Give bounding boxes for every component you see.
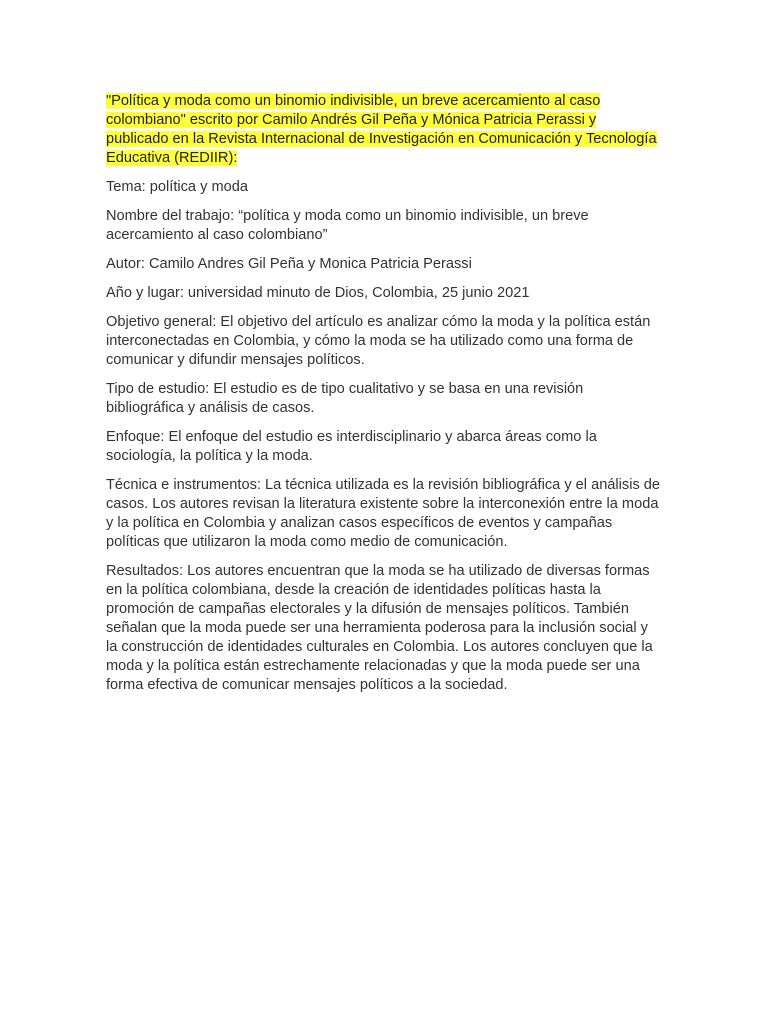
- approach-paragraph: Enfoque: El enfoque del estudio es interdisciplinario y abarca áreas como la sociología, la política y la moda.: [106, 429, 597, 464]
- year-place-paragraph: Año y lugar: universidad minuto de Dios, Colombia, 25 junio 2021: [106, 285, 530, 301]
- citation-paragraph: [106, 92, 662, 168]
- highlighted-citation: "Política y moda como un binomio indivisible, un breve acercamiento al caso colombiano" escrito por Camilo Andrés Gil Peña y Mónica Patricia Perassi y publicado en la Revista Internacional de Investigación en Comunicación y Tecnología Educativa (REDIIR):: [106, 93, 657, 166]
- results-paragraph: Resultados: Los autores encuentran que la moda se ha utilizado de diversas formas en la política colombiana, desde la creación de identidades políticas hasta la promoción de campañas electorales y la difusión de mensajes políticos. También señalan que la moda puede ser una herramienta poderosa para la inclusión social y la construcción de identidades culturales en Colombia. Los autores concluyen que la moda y la política están estrechamente relacionadas y que la moda puede ser una forma efectiva de comunicar mensajes políticos a la sociedad.: [106, 563, 653, 693]
- topic-paragraph: Tema: política y moda: [106, 179, 248, 195]
- author-paragraph: Autor: Camilo Andres Gil Peña y Monica Patricia Perassi: [106, 256, 472, 272]
- objective-paragraph: Objetivo general: El objetivo del artículo es analizar cómo la moda y la política están interconectadas en Colombia, y cómo la moda se ha utilizado como una forma de comunicar y difundir mensajes políticos.: [106, 314, 651, 368]
- technique-paragraph: Técnica e instrumentos: La técnica utilizada es la revisión bibliográfica y el análisis de casos. Los autores revisan la literatura existente sobre la interconexión entre la moda y la política en Colombia y analizan casos específicos de eventos y campañas políticas que utilizaron la moda como medio de comunicación.: [106, 477, 661, 550]
- work-title-paragraph: Nombre del trabajo: “política y moda como un binomio indivisible, un breve acercamiento al caso colombiano”: [106, 208, 589, 243]
- document-page: [106, 92, 662, 705]
- study-type-paragraph: Tipo de estudio: El estudio es de tipo cualitativo y se basa en una revisión bibliográfica y análisis de casos.: [106, 381, 584, 416]
